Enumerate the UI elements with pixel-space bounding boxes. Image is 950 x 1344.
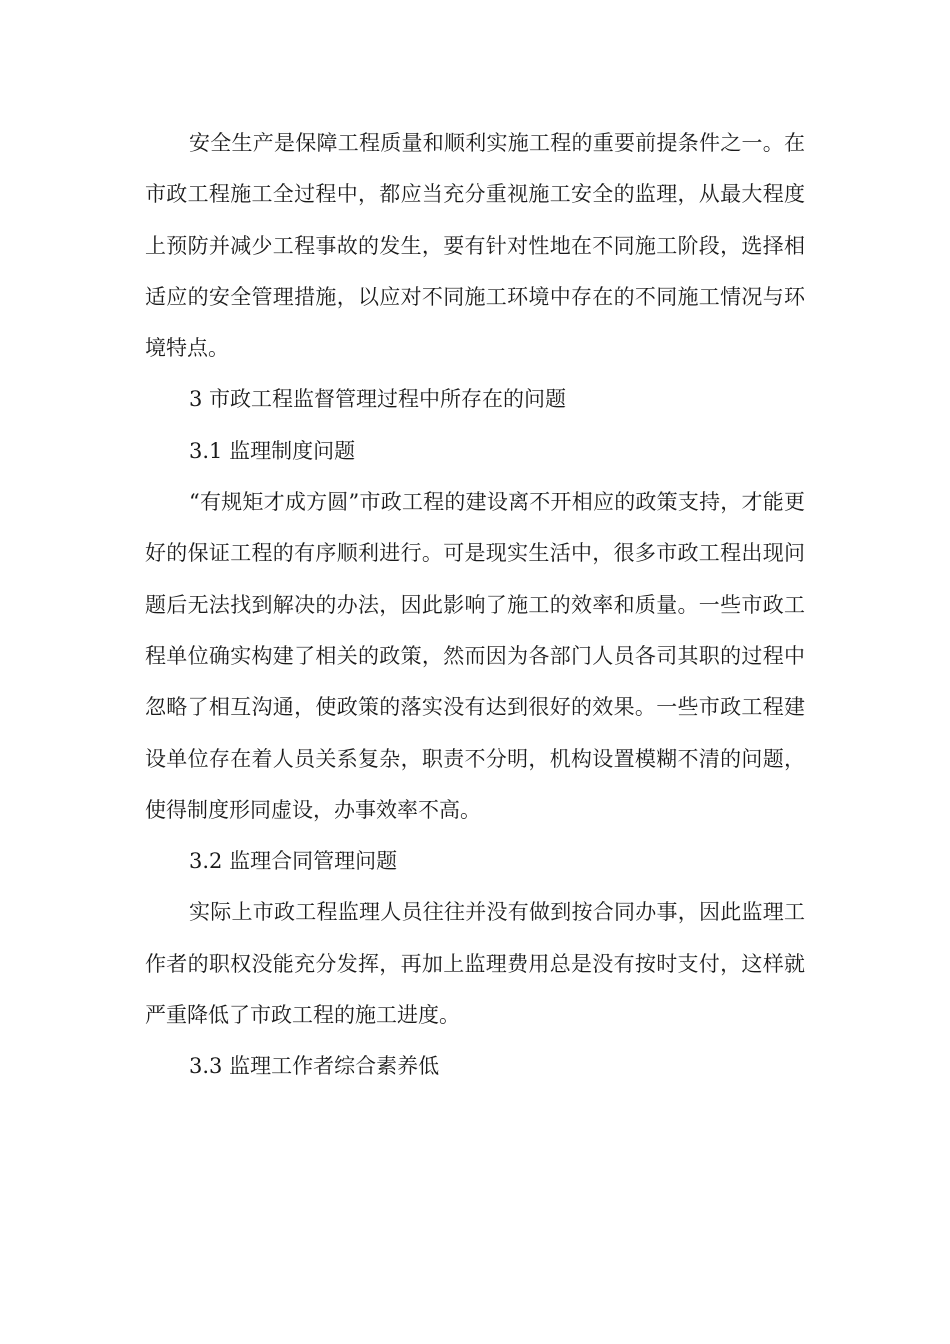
heading-section-3-1: 3.1 监理制度问题 — [189, 438, 356, 463]
paragraph-contract-management: 实际上市政工程监理人员往往并没有做到按合同办事，因此监理工作者的职权没能充分发挥，再加上监理费用总是没有按时支付，这样就严重降低了市政工程的施工进度。 — [145, 900, 805, 1028]
heading-section-3-2: 3.2 监理合同管理问题 — [189, 849, 398, 874]
heading-section-3: 3 市政工程监督管理过程中所存在的问题 — [189, 387, 567, 412]
paragraph-supervision-system: “有规矩才成方圆”市政工程的建设离不开相应的政策支持，才能更好的保证工程的有序顺利进行。可是现实生活中，很多市政工程出现问题后无法找到解决的办法，因此影响了施工的效率和质量。一些市政工程单位确实构建了相关的政策，然而因为各部门人员各司其职的过程中忽略了相互沟通，使政策的落实没有达到很好的效果。一些市政工程建设单位存在着人员关系复杂，职责不分明，机构设置模糊不清的问题，使得制度形同虚设，办事效率不高。 — [145, 490, 805, 822]
document-body — [145, 118, 805, 1093]
paragraph-safety-production: 安全生产是保障工程质量和顺利实施工程的重要前提条件之一。在市政工程施工全过程中，都应当充分重视施工安全的监理，从最大程度上预防并减少工程事故的发生，要有针对性地在不同施工阶段，选择相适应的安全管理措施，以应对不同施工环境中存在的不同施工情况与环境特点。 — [145, 131, 805, 361]
heading-section-3-3: 3.3 监理工作者综合素养低 — [189, 1054, 440, 1079]
